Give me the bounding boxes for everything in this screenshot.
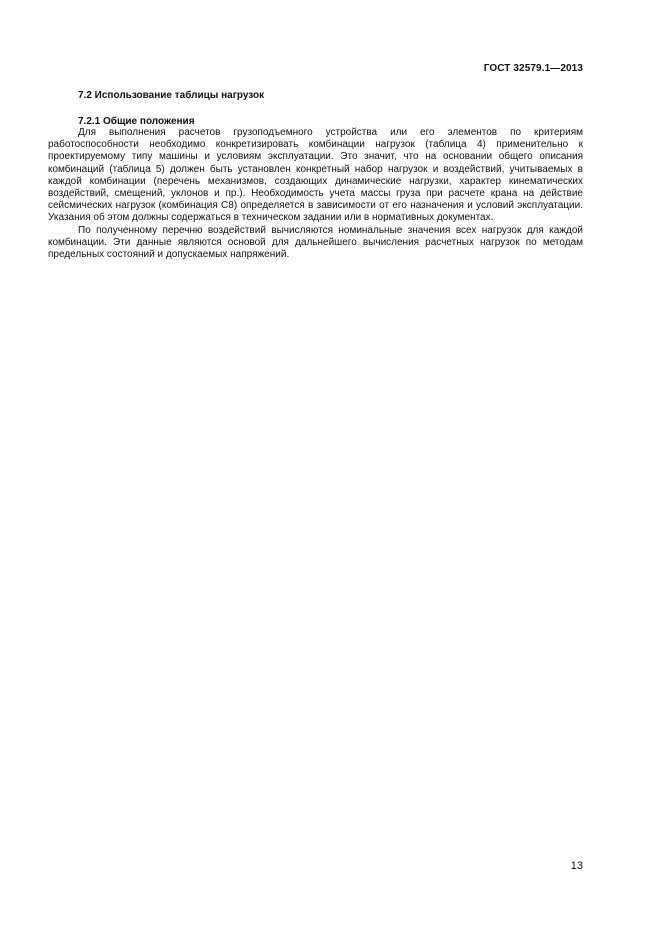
section-title: 7.2 Использование таблицы нагрузок (78, 90, 265, 101)
page-number: 13 (570, 860, 583, 872)
body-text (48, 127, 583, 261)
subsection-title: 7.2.1 Общие положения (78, 116, 195, 127)
paragraph-2: По полученному перечню воздействий вычисляются номинальные значения всех нагрузок для каждой комбинации. Эти данные являются основой для дальнейшего вычисления расчетных нагрузок по методам предельных состояний и допускаемых напряжений. (48, 224, 583, 261)
paragraph-1: Для выполнения расчетов грузоподъемного устройства или его элементов по критериям работоспособности необходимо конкретизировать комбинации нагрузок (таблица 4) применительно к проектируемому типу машины и условиям эксплуатации. Это значит, что на основании общего описания комбинаций (таблица 5) должен быть установлен конкретный набор нагрузок и воздействий, учитываемых в каждой комбинации (перечень механизмов, создающих динамические нагрузки, характер кинематических воздействий, смещений, уклонов и пр.). Необходимость учета массы груза при расчете крана на действие сейсмических нагрузок (комбинация C8) определяется в зависимости от его назначения и условий эксплуатации. Указания об этом должны содержаться в техническом задании или в нормативных документах. (48, 127, 583, 224)
document-code: ГОСТ 32579.1—2013 (483, 63, 583, 74)
